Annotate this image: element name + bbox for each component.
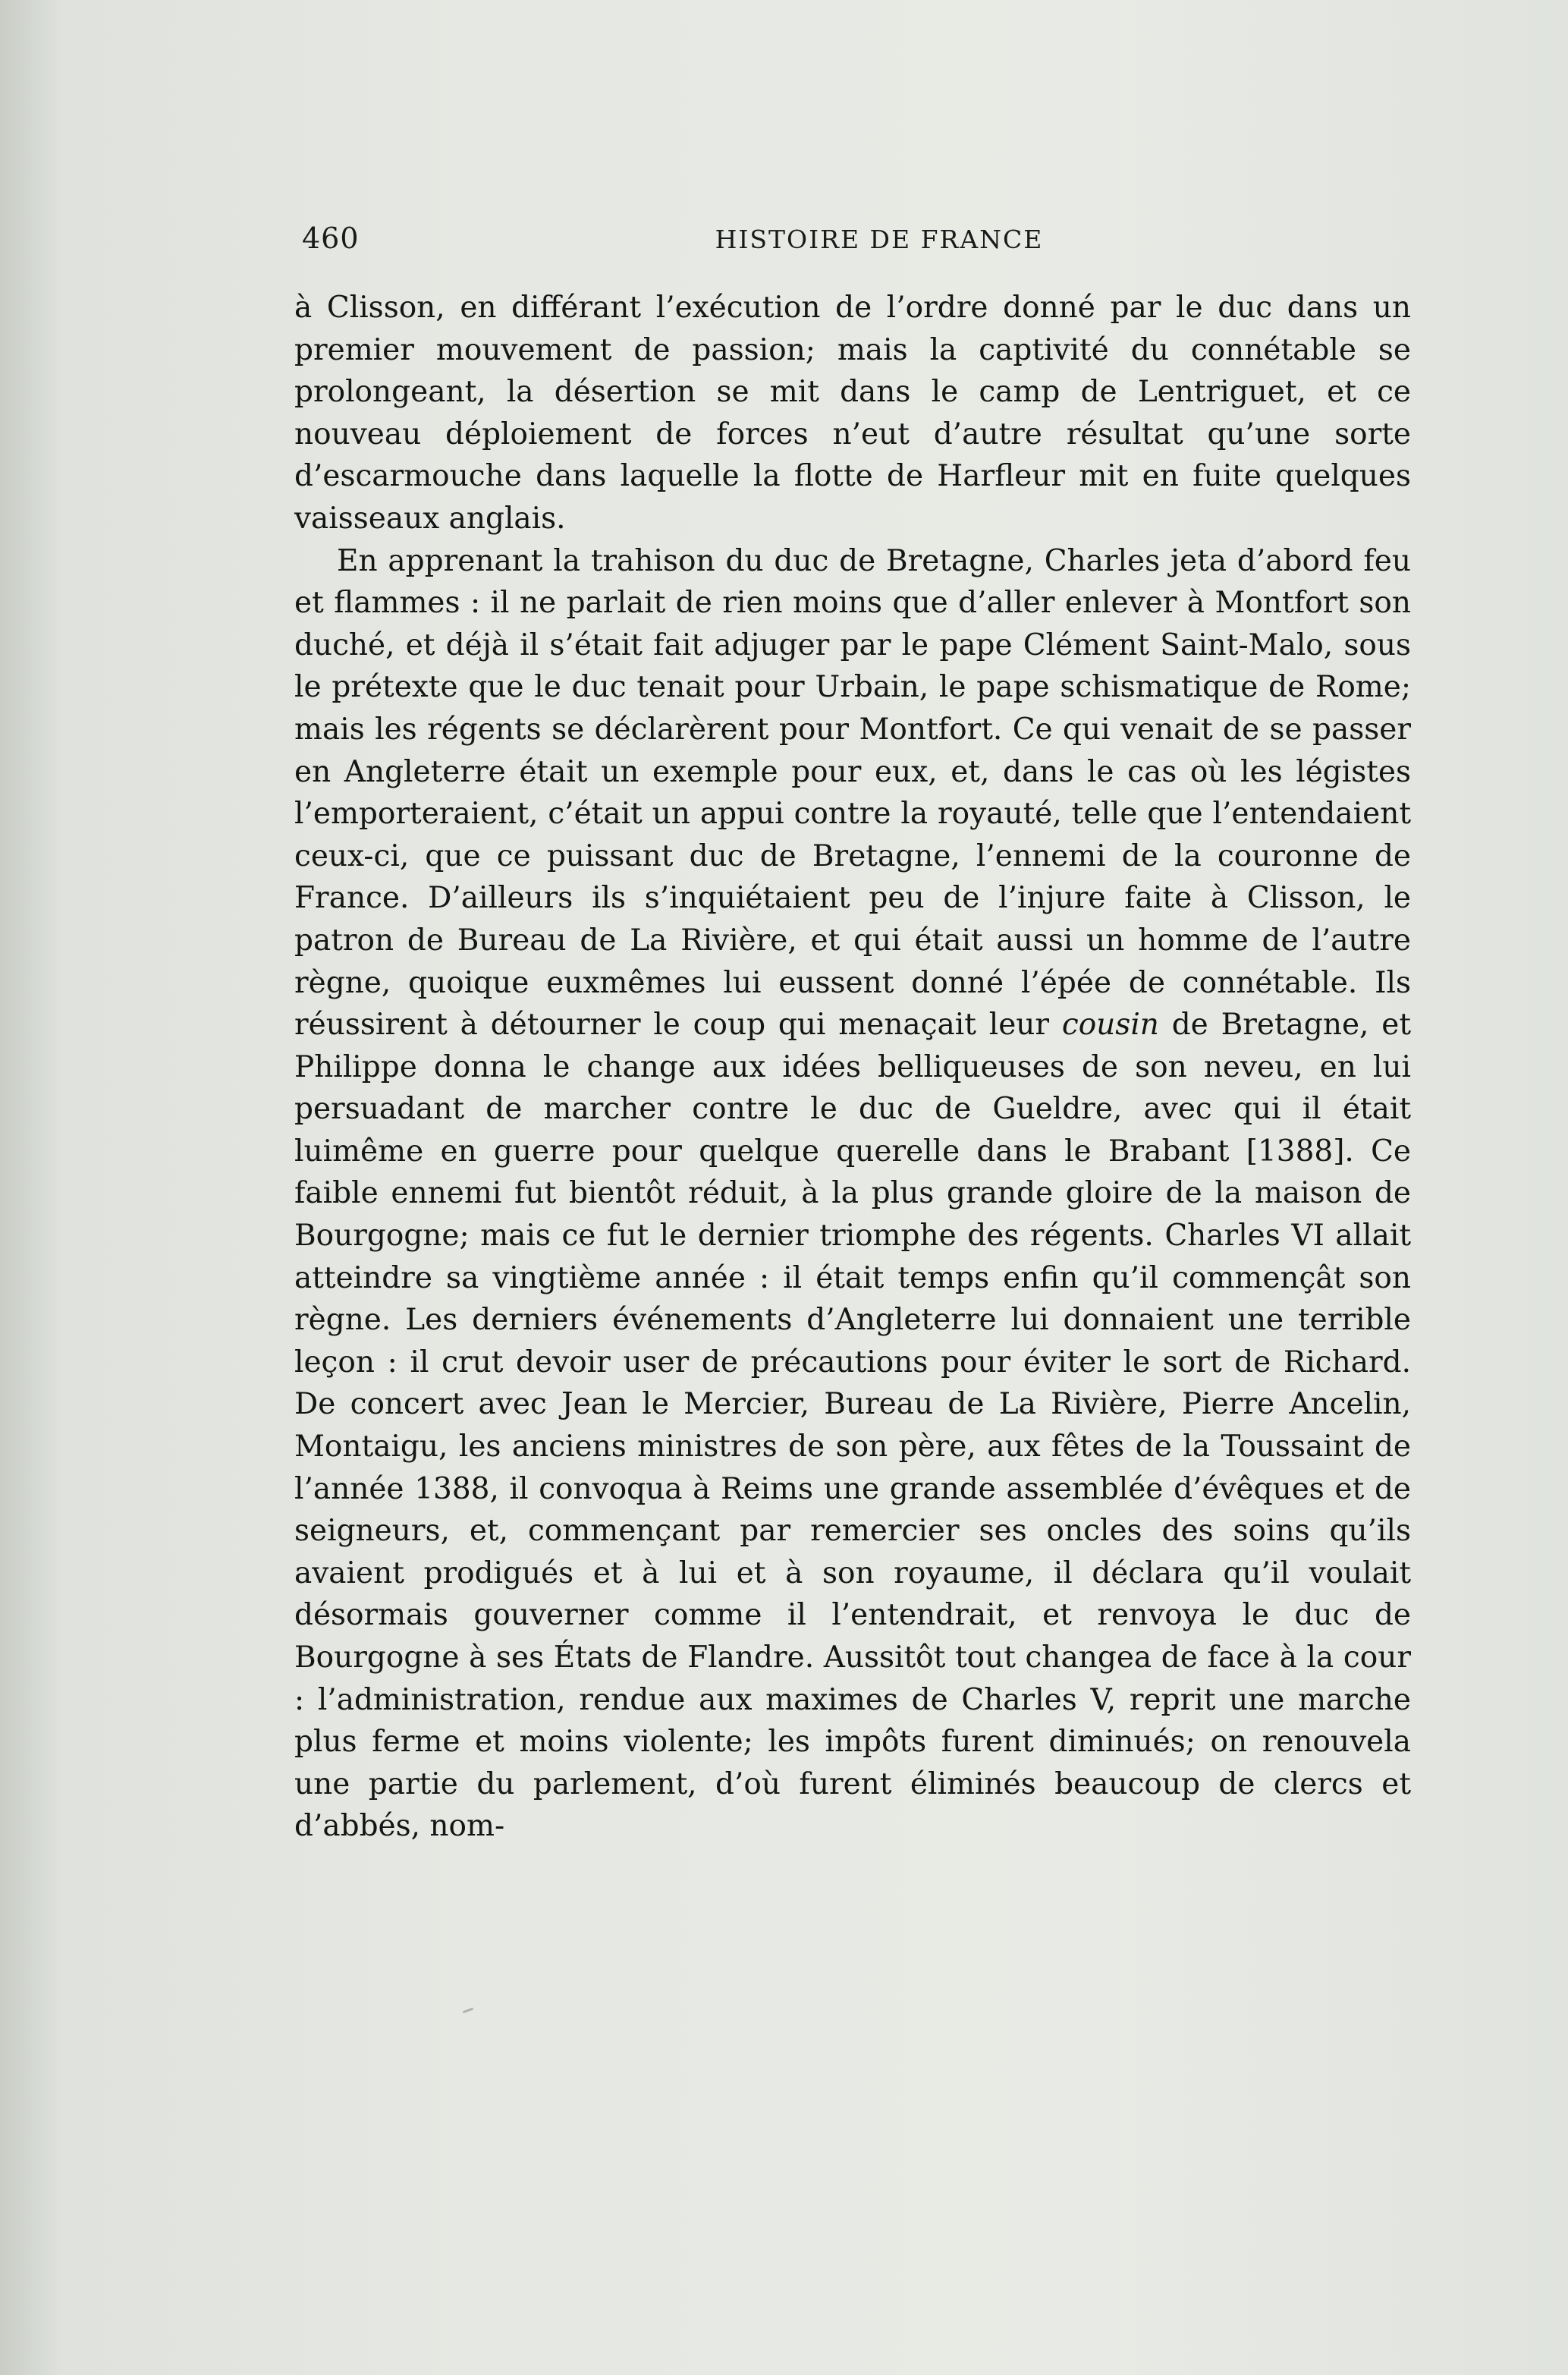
paragraph-2 (294, 540, 1411, 1848)
ink-smudge (463, 2008, 473, 2014)
paragraph-2-italic: cousin (1061, 1008, 1159, 1043)
body-text (294, 287, 1411, 1848)
paragraph-2-text-a: En apprenant la trahison du duc de Bretagne, Charles jeta d’abord feu et flammes : il ne parlait de rien moins que d’aller enlever à Montfort son duché, et déjà il s’était fait adjuger par le pape Clément Saint-Malo, sous le prétexte que le duc tenait pour Urbain, le pape schismatique de Rome; mais les régents se déclarèrent pour Montfort. Ce qui venait de se passer en Angleterre était un exemple pour eux, et, dans le cas où les légistes l’emporteraient, c’était un appui contre la royauté, telle que l’entendaient ceux-ci, que ce puissant duc de Bretagne, l’ennemi de la couronne de France. D’ailleurs ils s’inquiétaient peu de l’injure faite à Clisson, le patron de Bureau de La Rivière, et qui était aussi un homme de l’autre règne, quoique euxmêmes lui eussent donné l’épée de connétable. Ils réussirent à détourner le coup qui menaçait leur (294, 543, 1411, 1043)
paragraph-1: à Clisson, en différant l’exécution de l’ordre donné par le duc dans un premier mouvement de passion; mais la captivité du connétable se prolongeant, la désertion se mit dans le camp de Lentriguet, et ce nouveau déploiement de forces n’eut d’autre résultat qu’une sorte d’escarmouche dans laquelle la flotte de Harfleur mit en fuite quelques vaisseaux anglais. (294, 291, 1411, 536)
page-number: 460 (302, 222, 360, 255)
running-title: HISTOIRE DE FRANCE (715, 225, 1044, 254)
paragraph-2-text-b: de Bretagne, et Philippe donna le change aux idées belliqueuses de son neveu, en lui persuadant de marcher contre le duc de Gueldre, avec qui il était luimême en guerre pour quelque querelle dans le Brabant [1388]. Ce faible ennemi fut bientôt réduit, à la plus grande gloire de la maison de Bourgogne; mais ce fut le dernier triomphe des régents. Charles VI allait atteindre sa vingtième année : il était temps enfin qu’il commençât son règne. Les derniers événements d’Angleterre lui donnaient une terrible leçon : il crut devoir user de précautions pour éviter le sort de Richard. De concert avec Jean le Mercier, Bureau de La Rivière, Pierre Ancelin, Montaigu, les anciens ministres de son père, aux fêtes de la Toussaint de l’année 1388, il convoqua à Reims une grande assemblée d’évêques et de seigneurs, et, commençant par remercier ses oncles des soins qu’ils avaient prodigués et à lui et à son royaume, il déclara qu’il voulait désormais gouverner comme il l’entendrait, et renvoya le duc de Bourgogne à ses États de Flandre. Aussitôt tout changea de face à la cour : l’administration, rendue aux maximes de Charles V, reprit une marche plus ferme et moins violente; les impôts furent diminués; on renouvela une partie du parlement, d’où furent éliminés beaucoup de clercs et d’abbés, nom- (294, 1008, 1411, 1844)
running-head (302, 222, 1411, 260)
